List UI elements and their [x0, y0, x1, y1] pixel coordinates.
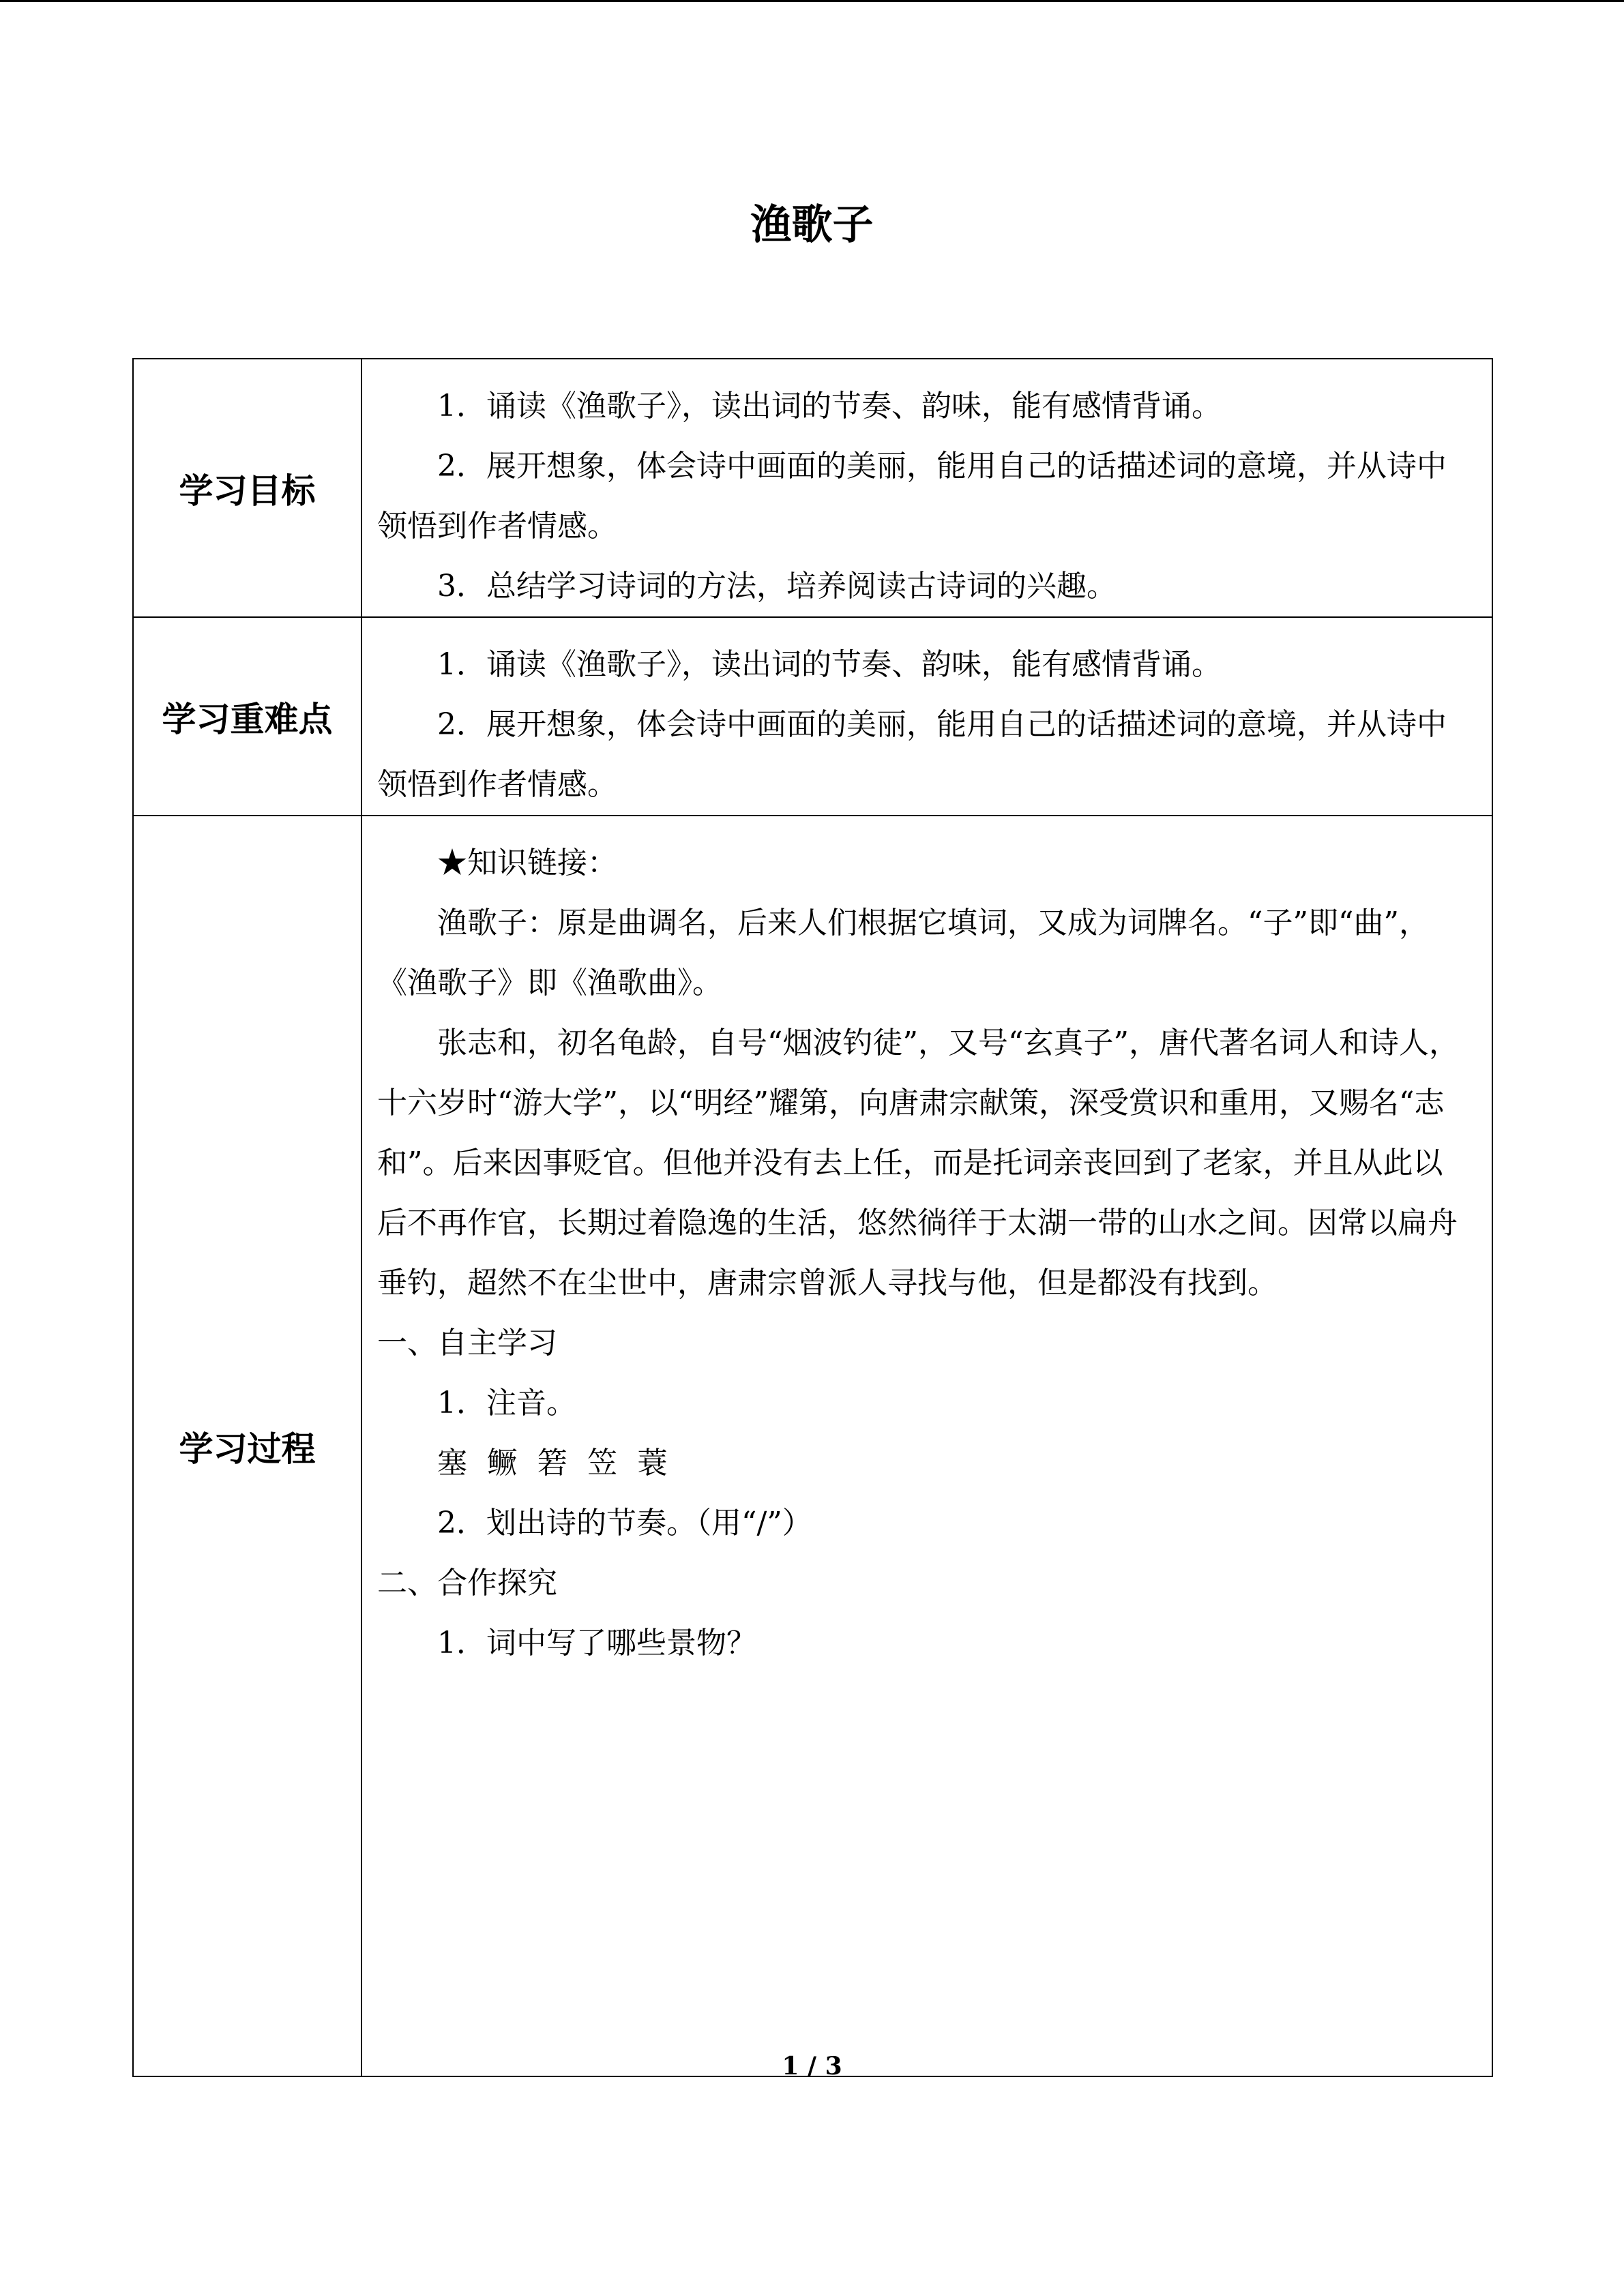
part1-characters: 塞 鳜 箬 笠 蓑: [437, 1446, 668, 1480]
part2-heading: 二、合作探究: [377, 1566, 557, 1600]
part2-item-1: 1．词中写了哪些景物？: [437, 1626, 756, 1660]
lesson-plan-table: [132, 358, 1493, 2077]
part1-item-1: 1．注音。: [437, 1386, 576, 1420]
goal-item-3: 3．总结学习诗词的方法，培养阅读古诗词的兴趣。: [437, 569, 1117, 603]
page-number: 1 / 3: [782, 2052, 842, 2081]
key-points-row: [133, 617, 1492, 816]
part1-heading: 一、自主学习: [377, 1326, 557, 1360]
goal-item-2: 2．展开想象，体会诗中画面的美丽，能用自己的话描述词的意境，并从诗中领悟到作者情感。: [377, 449, 1447, 543]
knowledge-heading: ★知识链接：: [437, 846, 617, 880]
goals-label: 学习目标: [133, 359, 361, 617]
knowledge-paragraph-2: 张志和，初名龟龄，自号“烟波钓徒”，又号“玄真子”，唐代著名词人和诗人，十六岁时“游大学”，以“明经”耀第，向唐肃宗献策，深受赏识和重用，又赐名“志和”。后来因事贬官。但他并没有去上任，而是托词亲丧回到了老家，并且从此以后不再作官，长期过着隐逸的生活，悠然徜徉于太湖一带的山水之间。因常以扁舟垂钓，超然不在尘世中，唐肃宗曾派人寻找与他，但是都没有找到。: [377, 1026, 1459, 1300]
knowledge-paragraph-1: 渔歌子：原是曲调名，后来人们根据它填词，又成为词牌名。“子”即“曲”，《渔歌子》即《渔歌曲》。: [377, 906, 1429, 1000]
goals-content: [361, 359, 1492, 617]
process-label: 学习过程: [133, 816, 361, 2076]
goals-row: [133, 359, 1492, 617]
key-points-label: 学习重难点: [133, 617, 361, 816]
key-point-item-1: 1．诵读《渔歌子》，读出词的节奏、韵味，能有感情背诵。: [437, 647, 1222, 682]
top-border-rule: [0, 0, 1624, 2]
key-points-content: [361, 617, 1492, 816]
page-title: 渔歌子: [750, 201, 874, 249]
key-point-item-2: 2．展开想象，体会诗中画面的美丽，能用自己的话描述词的意境，并从诗中领悟到作者情感。: [377, 707, 1447, 802]
part1-item-2: 2．划出诗的节奏。（用“/”）: [437, 1506, 812, 1540]
process-content: [361, 816, 1492, 2076]
goal-item-1: 1．诵读《渔歌子》，读出词的节奏、韵味，能有感情背诵。: [437, 389, 1222, 423]
process-row: [133, 816, 1492, 2076]
